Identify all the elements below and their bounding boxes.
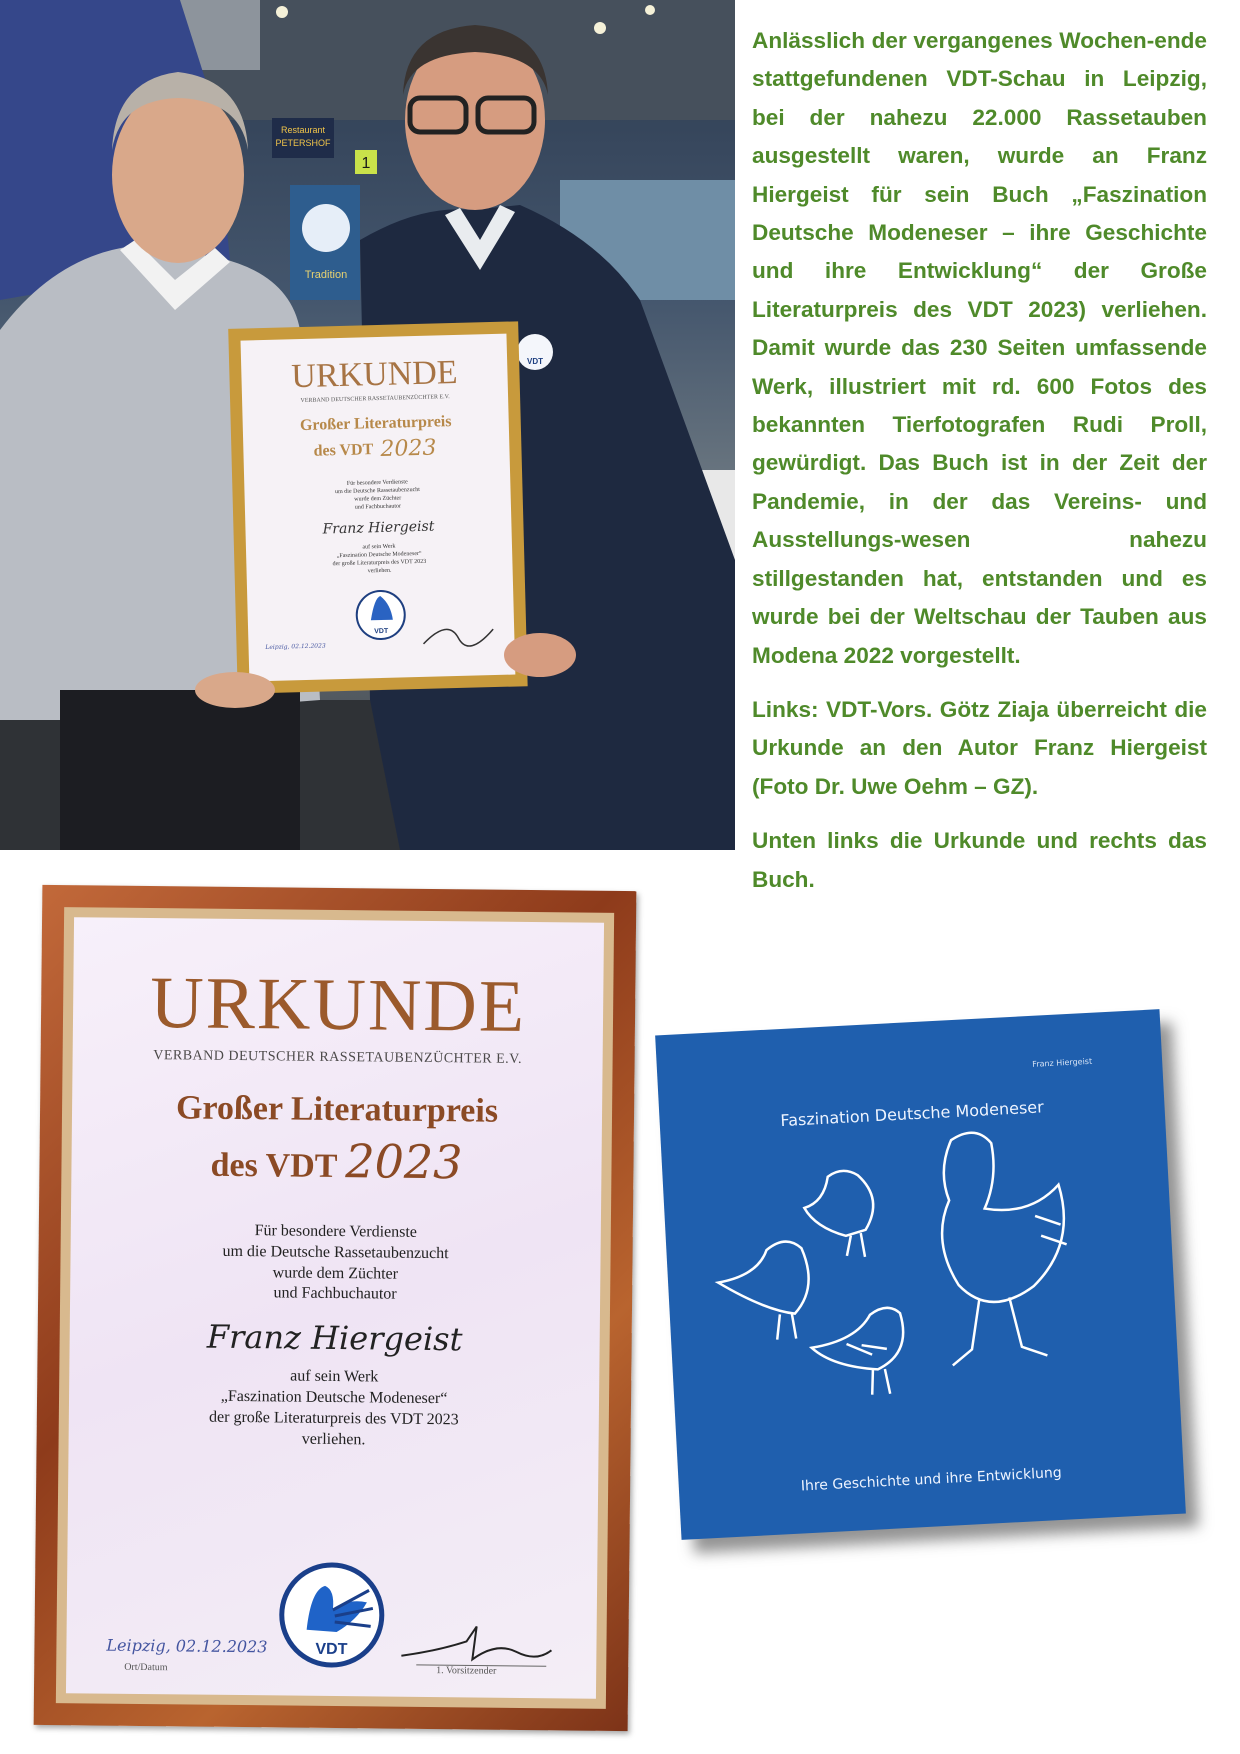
held-cert-name: Franz Hiergeist xyxy=(322,518,435,538)
certificate-body-line: um die Deutsche Rassetaubenzucht xyxy=(222,1242,449,1262)
held-cert-title: URKUNDE xyxy=(290,353,459,396)
pigeon-left-legs-icon xyxy=(776,1314,796,1340)
certificate-place-label: Ort/Datum xyxy=(124,1661,168,1674)
restaurant-sign-line2: PETERSHOF xyxy=(275,138,331,148)
certificate-work-line: „Faszination Deutsche Modeneser“ xyxy=(220,1387,448,1408)
left-man-hand xyxy=(195,672,275,708)
certificate-body-line: Für besondere Verdienste xyxy=(254,1222,418,1241)
certificate-org: VERBAND DEUTSCHER RASSETAUBENZÜCHTER E.V. xyxy=(153,1048,523,1067)
pigeon-large-legs-icon xyxy=(949,1296,1047,1366)
book-title: Faszination Deutsche Modeneser xyxy=(779,1097,1045,1131)
held-cert-prize-line1: Großer Literaturpreis xyxy=(299,413,452,435)
held-cert-work-line: „Faszination Deutsche Modeneser“ xyxy=(336,550,422,560)
pigeon-left-icon xyxy=(716,1240,810,1317)
certificate-recipient-name: Franz Hiergeist xyxy=(206,1317,463,1359)
right-man-hand xyxy=(504,633,576,677)
article-paragraph-note: Unten links die Urkunde und rechts das Buch. xyxy=(752,828,1207,892)
pigeon-large-icon xyxy=(937,1128,1068,1304)
certificate-work xyxy=(69,1364,600,1453)
certificate-body-line: wurde dem Züchter xyxy=(272,1263,399,1283)
photo-scene xyxy=(0,0,735,850)
certificate-mat xyxy=(56,907,614,1709)
article-paragraph-main: Anlässlich der vergangenes Wochen-ende stattgefundenen VDT-Schau in Leipzig, bei der nahezu 22.000 Rassetauben ausgestellt waren, wurde an Franz Hiergeist für sein Buch „Faszination Deutsche Modeneser – ihre Geschichte und ihre Entwicklung“ der Große Literaturpreis des VDT 2023) verliehen. Damit wurde das 230 Seiten umfassende Werk, illustriert mit rd. 600 Fotos des bekannten Tierfotografen Rudi Proll, gewürdigt. Das Buch ist in der Zeit der Pandemie, in der das Vereins- und Ausstellungs-wesen nahezu stillgestanden hat, entstanden und es wurde bei der Weltschau der Tauben aus Modena 2022 vorgestellt. xyxy=(752,28,1207,668)
book-subtitle: Ihre Geschichte und ihre Entwicklung xyxy=(800,1464,1063,1495)
number-sign-text: 1 xyxy=(361,155,371,172)
ceiling-light xyxy=(276,6,288,18)
pigeon-bottom-bars-icon xyxy=(847,1342,888,1356)
certificate-frame xyxy=(34,885,637,1731)
held-cert-work-line: auf sein Werk xyxy=(362,543,396,551)
book-cover xyxy=(655,1009,1186,1540)
held-cert-org: VERBAND DEUTSCHER RASSETAUBENZÜCHTER E.V. xyxy=(300,394,450,405)
certificate-year: 2023 xyxy=(345,1134,463,1190)
pigeon-top-legs-icon xyxy=(846,1233,865,1258)
certificate-body-line: und Fachbuchautor xyxy=(273,1284,397,1304)
certificate-work-line: auf sein Werk xyxy=(290,1367,379,1386)
certificate-prize-line2: des VDT xyxy=(210,1146,338,1186)
pigeon-drawings xyxy=(711,1128,1074,1402)
certificate-paper xyxy=(66,917,604,1699)
booth-text: Tradition xyxy=(304,269,348,281)
certificate-work-line: der große Literaturpreis des VDT 2023 xyxy=(208,1408,459,1429)
certificate-work-line: verliehen. xyxy=(301,1430,366,1448)
left-man-trousers xyxy=(60,690,300,850)
held-cert-prize-line2: des VDT xyxy=(313,441,374,460)
certificate-prize-line2-wrap xyxy=(71,1129,602,1194)
certificate-body xyxy=(70,1219,601,1308)
pigeon-bottom-icon xyxy=(810,1307,905,1373)
book-pigeons-illustration xyxy=(655,1009,1186,1540)
ceiling-light xyxy=(594,22,606,34)
held-cert-body-line: wurde dem Züchter xyxy=(354,495,402,503)
certificate-sign-label: 1. Vorsitzender xyxy=(436,1665,497,1677)
held-certificate xyxy=(228,321,527,693)
held-cert-place: Leipzig, 02.12.2023 xyxy=(265,642,326,652)
vdt-logo xyxy=(276,1559,387,1670)
vdt-badge-text: VDT xyxy=(527,357,543,366)
book-author: Franz Hiergeist xyxy=(1032,1056,1093,1069)
left-man-face xyxy=(112,87,244,263)
signature-stroke xyxy=(401,1626,551,1661)
restaurant-sign-line1: Restaurant xyxy=(280,125,326,135)
booth-logo xyxy=(302,204,350,252)
certificate-prize xyxy=(71,1085,602,1195)
held-cert-year: 2023 xyxy=(380,435,437,462)
certificate-title: URKUNDE xyxy=(149,962,527,1048)
award-photo xyxy=(0,0,735,850)
certificate-prize-line1: Großer Literaturpreis xyxy=(175,1089,499,1130)
held-cert-logo-text: VDT xyxy=(374,627,389,636)
pigeon-top-icon xyxy=(803,1169,875,1238)
held-cert-body-line: und Fachbuchautor xyxy=(354,503,402,511)
vdt-logo-text: VDT xyxy=(315,1640,348,1659)
ceiling-light xyxy=(645,5,655,15)
article-paragraph-caption: Links: VDT-Vors. Götz Ziaja überreicht die Urkunde an den Autor Franz Hiergeist (Foto Dr. Uwe Oehm – GZ). xyxy=(752,696,1207,799)
held-cert-body-line: um die Deutsche Rassetaubenzucht xyxy=(335,486,420,496)
certificate-place-date: Leipzig, 02.12.2023 xyxy=(106,1635,268,1657)
held-cert-work-line: der große Literaturpreis des VDT 2023 xyxy=(332,558,427,568)
held-cert-body-line: Für besondere Verdienste xyxy=(346,479,408,487)
article-text xyxy=(752,22,1207,915)
pigeon-bottom-legs-icon xyxy=(871,1369,890,1395)
held-cert-work-line: verliehen. xyxy=(367,567,392,575)
